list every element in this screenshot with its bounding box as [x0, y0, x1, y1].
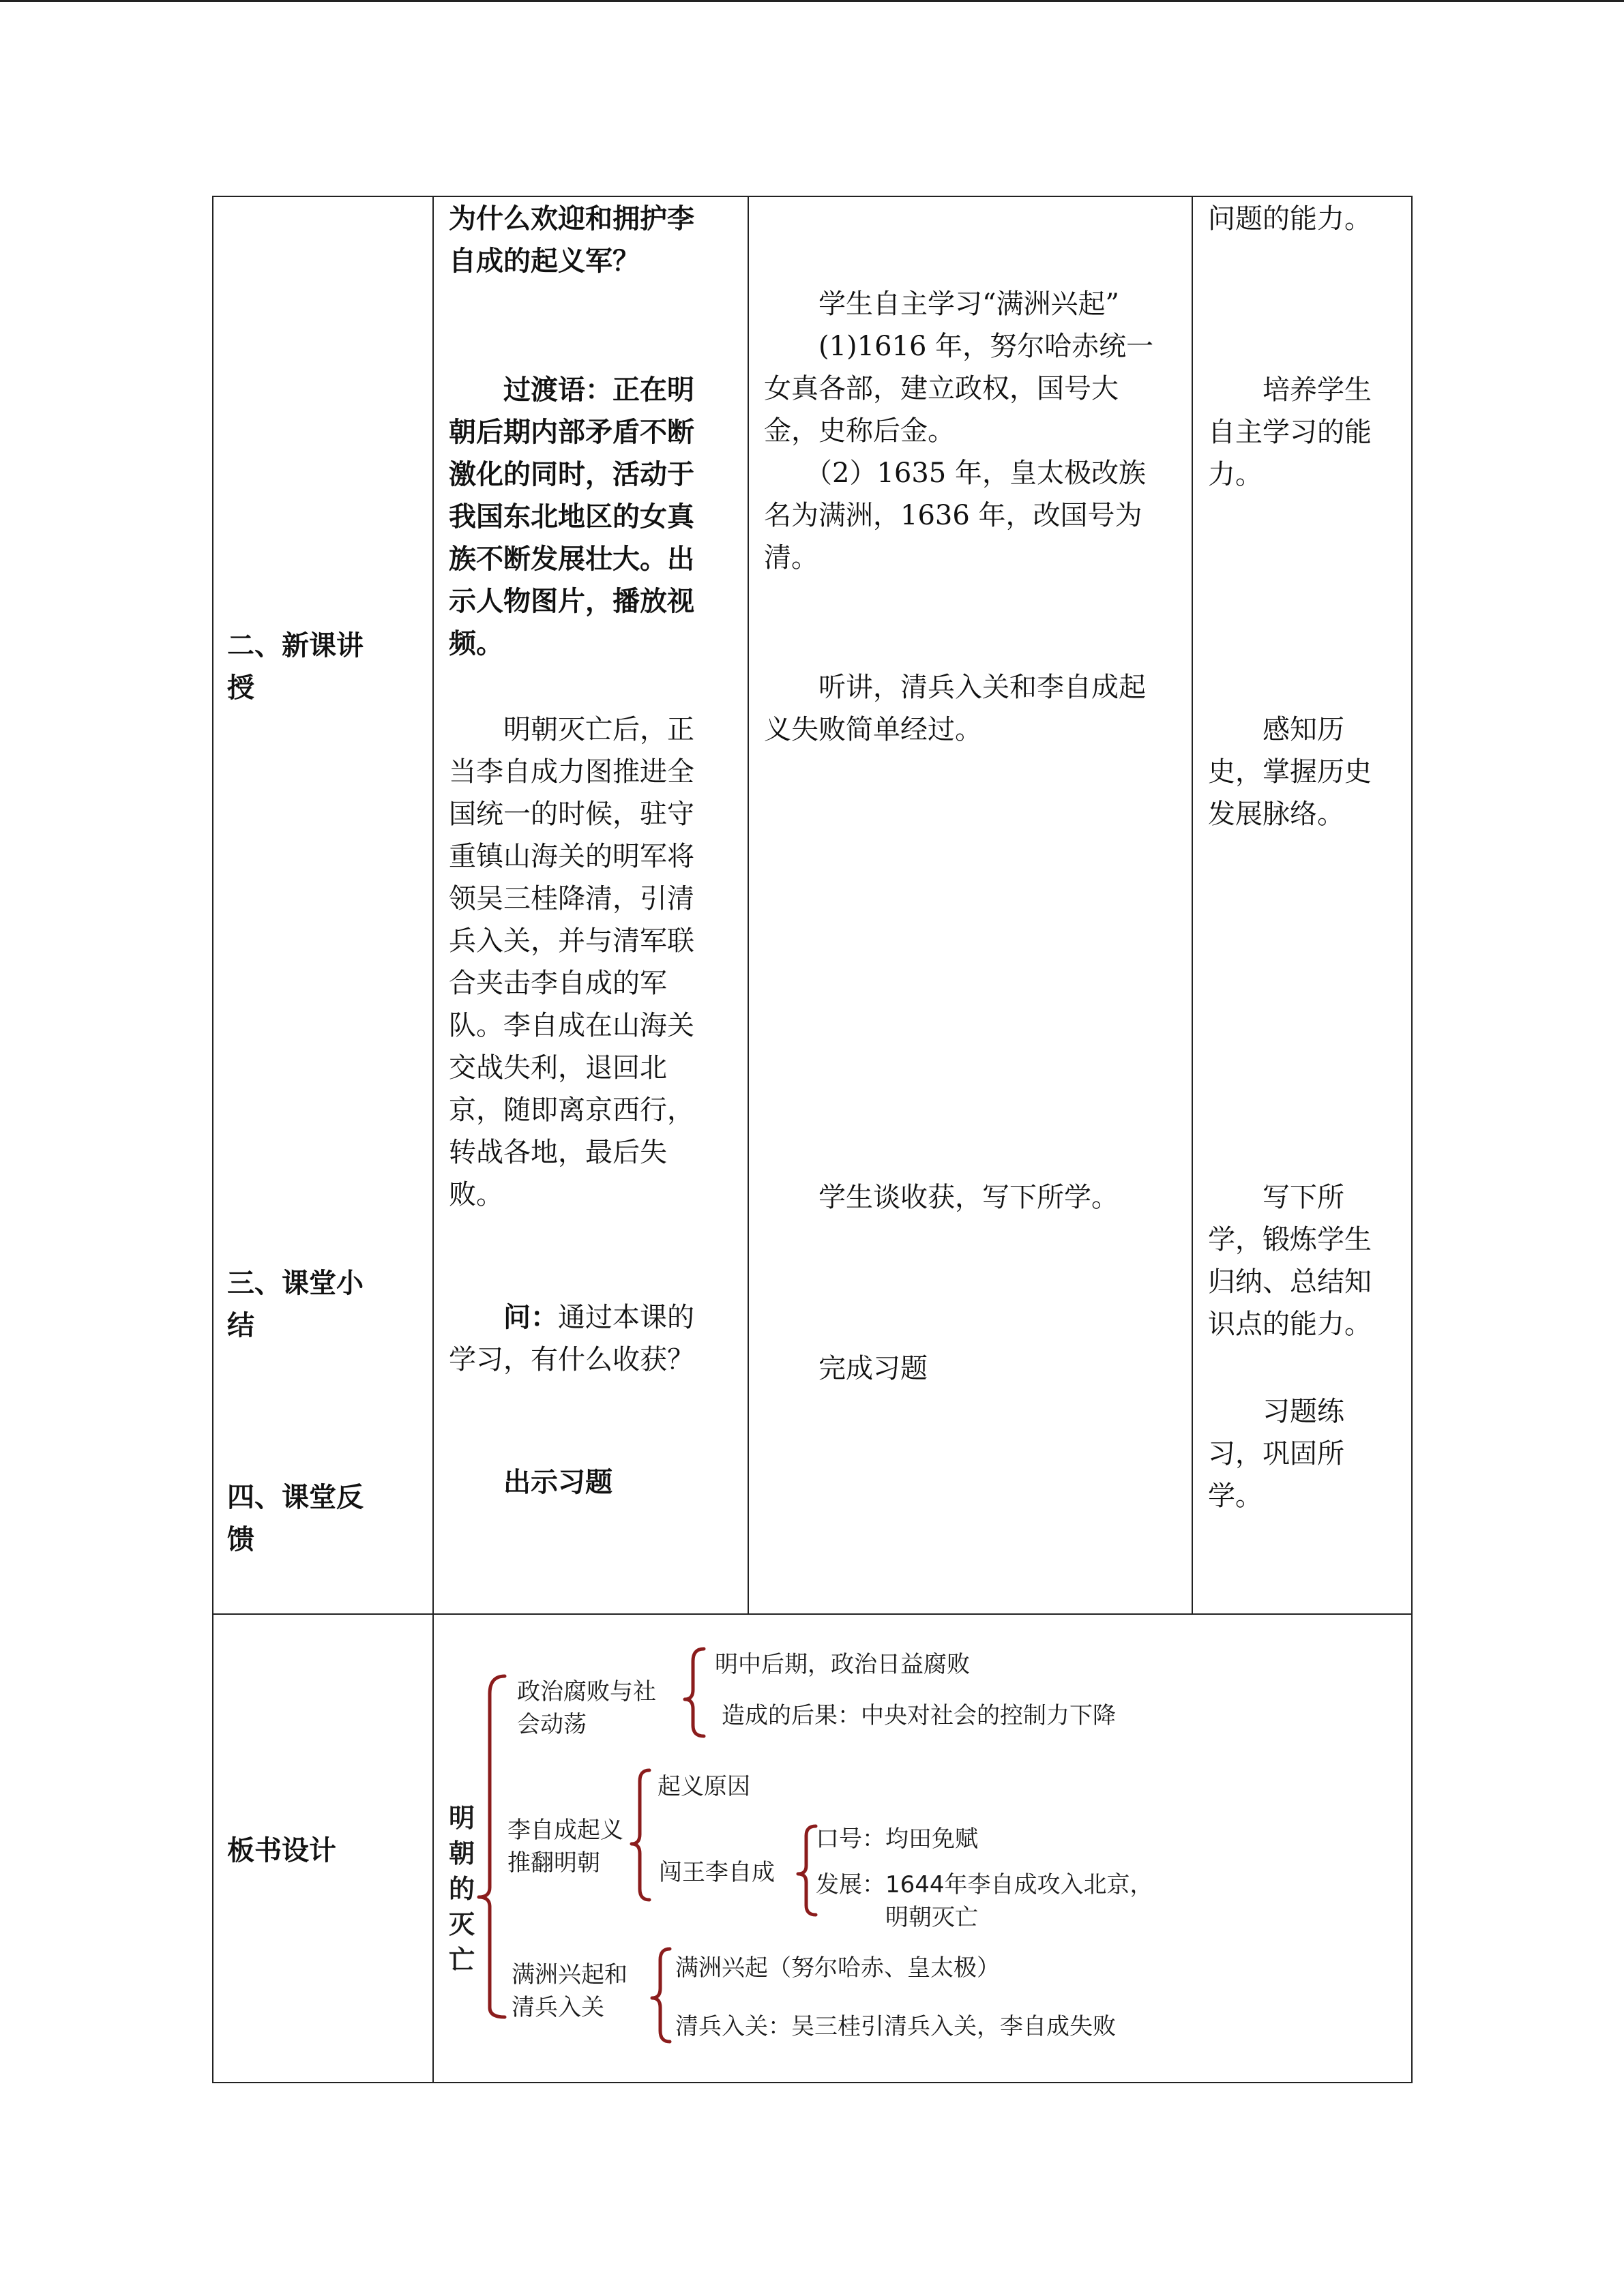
board-leaf-politics-consequence: 造成的后果：中央对社会的控制力下降: [722, 1702, 1116, 1729]
intent-self-ability: 培养学生 自主学习的能 力。: [1208, 374, 1372, 490]
section-summary: 三、课堂小 结: [227, 1267, 364, 1341]
teacher-show-exercise: 出示习题: [449, 1466, 612, 1498]
intent-practice: 习题练 习，巩固所 学。: [1208, 1396, 1344, 1512]
ask-label: 问：: [449, 1301, 558, 1333]
intent-write: 写下所 学，锻炼学生 归纳、总结知 识点的能力。: [1208, 1182, 1372, 1340]
board-branch-li-zicheng: 李自成起义 推翻明朝: [507, 1817, 623, 1877]
ask-text: 通过本课的 学习，有什么收获？: [449, 1302, 694, 1375]
board-leaf-uprising-cause: 起义原因: [658, 1773, 750, 1800]
student-listen: 听讲，清兵入关和李自成起 义失败简单经过。: [764, 672, 1146, 745]
section-board-design: 板书设计: [227, 1834, 336, 1866]
board-sub-slogan: 口号：均田免赋: [816, 1825, 978, 1853]
intent-perceive: 感知历 史，掌握历史 发展脉络。: [1208, 714, 1372, 830]
brace-branch-2-sub: [798, 1826, 816, 1915]
section-feedback: 四、课堂反 馈: [227, 1481, 364, 1555]
brace-branch-3: [652, 1949, 670, 2042]
board-sub-development: 发展：1644年李自成攻入北京， 明朝灭亡: [816, 1871, 1153, 1931]
brace-branch-1: [685, 1649, 704, 1736]
student-talk: 学生谈收获，写下所学。: [764, 1182, 1119, 1213]
intent-top: 问题的能力。: [1208, 203, 1372, 235]
student-self-study: 学生自主学习“满洲兴起” (1)1616 年，努尔哈赤统一 女真各部，建立政权，国号大 金，史称后金。 （2）1635 年，皇太极改族 名为满洲，1636 年，改国号为 清。: [764, 288, 1154, 573]
board-leaf-qing-enter: 清兵入关：吴三桂引清兵入关，李自成失败: [675, 2013, 1116, 2040]
brace-branch-2: [632, 1770, 649, 1900]
board-leaf-manchu-rise: 满洲兴起（努尔哈赤、皇太极）: [675, 1954, 1000, 1982]
teacher-transition: 过渡语：正在明 朝后期内部矛盾不断 激化的同时，活动于 我国东北地区的女真 族不断发展壮大。出 示人物图片，播放视 频。: [449, 374, 694, 659]
teacher-question: 为什么欢迎和拥护李 自成的起义军？: [449, 203, 694, 277]
board-branch-manchu: 满洲兴起和 清兵入关: [512, 1961, 628, 2021]
board-root-title: 明 朝 的 灭 亡: [449, 1802, 475, 1975]
section-new-lesson: 二、新课讲 授: [227, 629, 364, 704]
brace-root: [479, 1676, 505, 2017]
teacher-narration: 明朝灭亡后，正 当李自成力图推进全 国统一的时候，驻守 重镇山海关的明军将 领吴三桂降清，引清 兵入关，并与清军联 合夹击李自成的军 队。李自成在山海关 交战失利，退回北 京，随即离京西行， 转战各地，最后失 败。: [449, 714, 694, 1210]
student-exercise: 完成习题: [764, 1353, 928, 1384]
board-leaf-politics-corrupt: 明中后期，政治日益腐败: [715, 1651, 970, 1678]
board-leaf-chuang-wang: 闯王李自成: [659, 1859, 775, 1886]
board-branch-politics: 政治腐败与社 会动荡: [517, 1678, 656, 1738]
